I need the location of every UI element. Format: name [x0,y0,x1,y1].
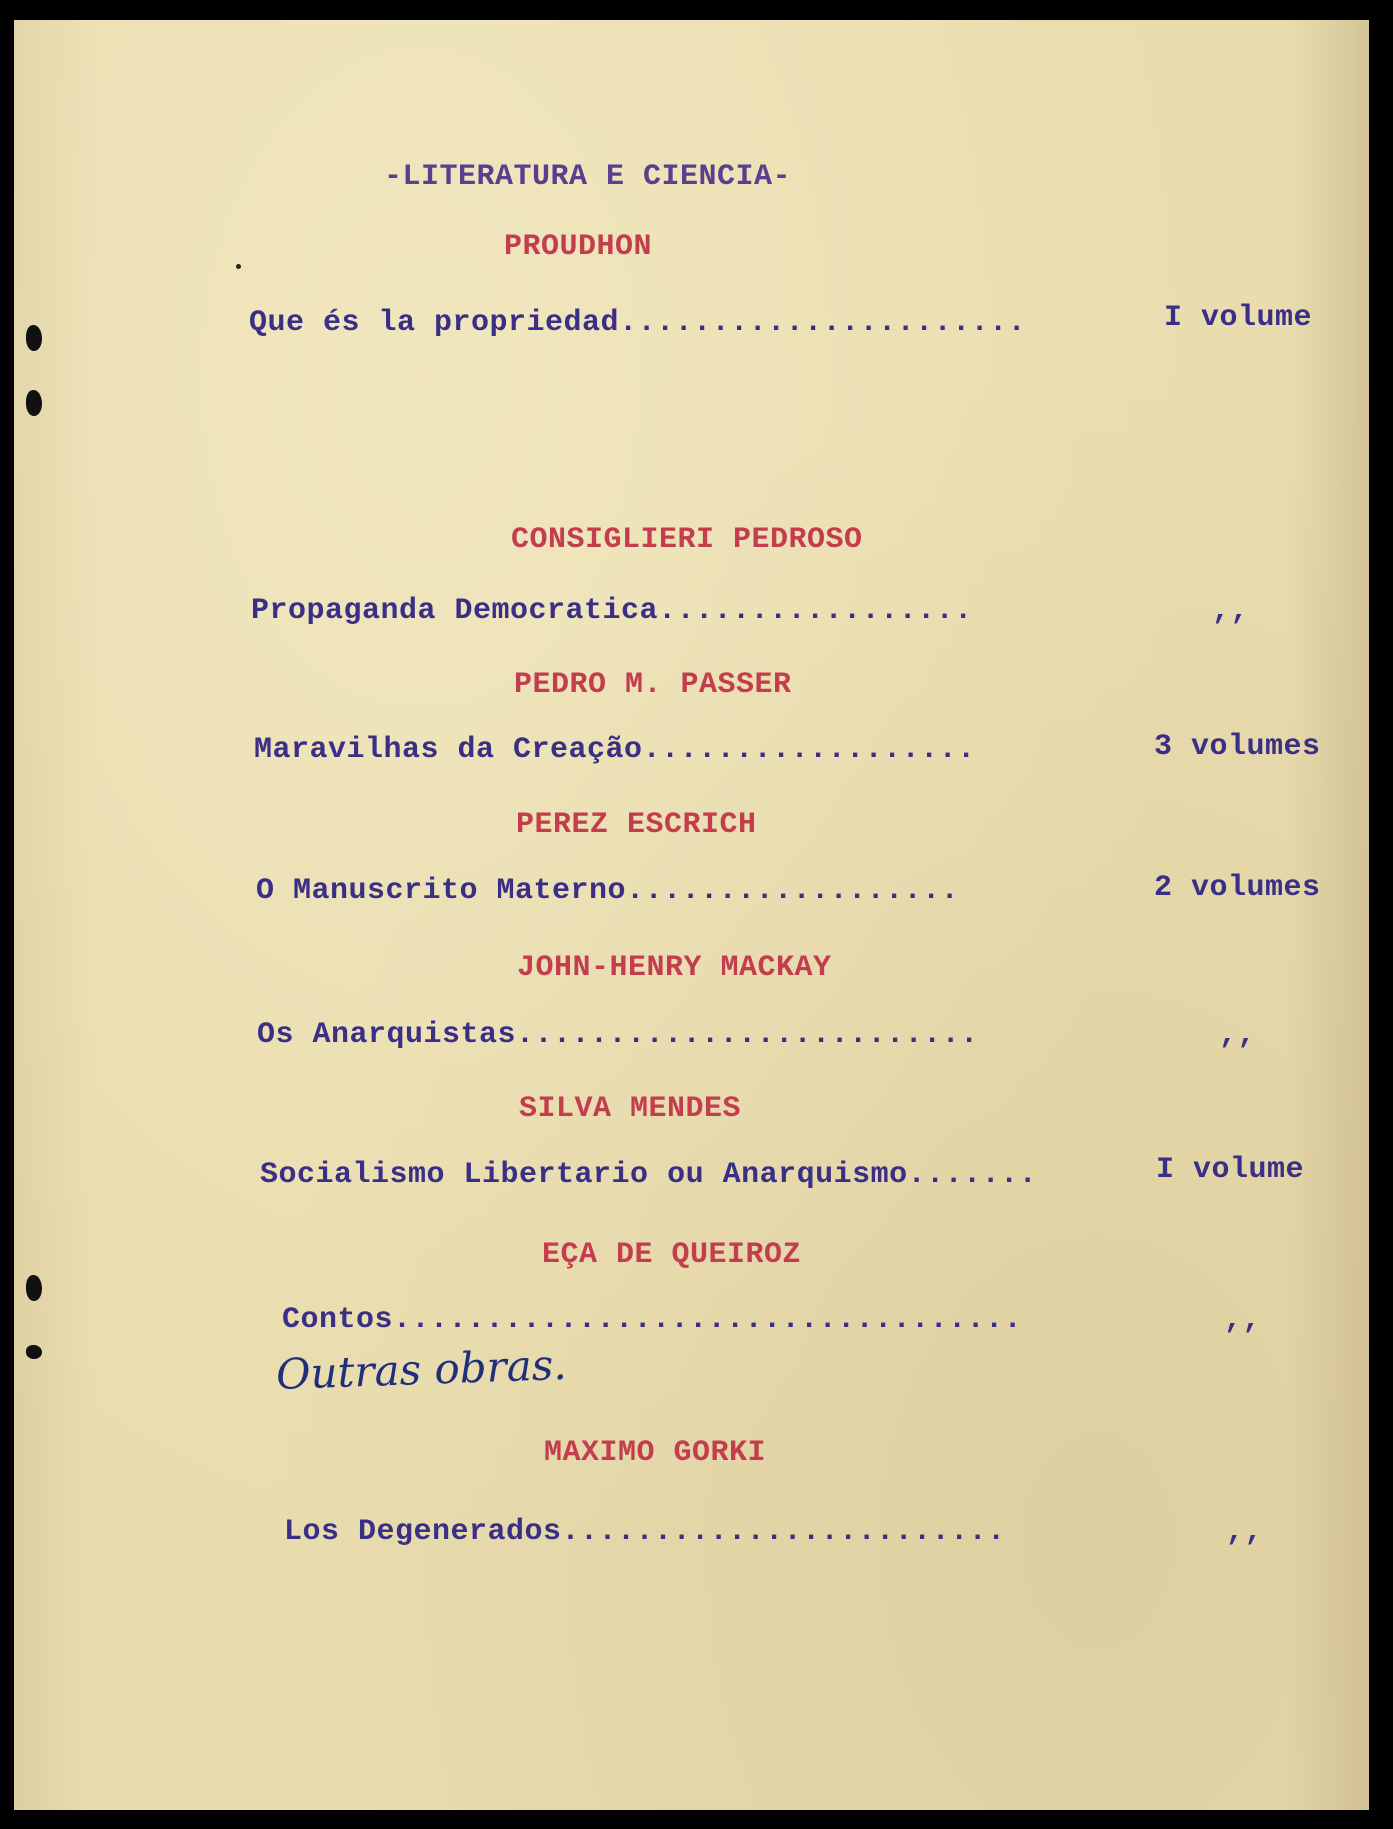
punch-hole [26,1275,42,1301]
ink-speck [236,264,241,269]
punch-hole [26,390,42,416]
work-title-line [257,1020,979,1050]
work-title-line [284,1517,1006,1547]
handwritten-note: Outras obras. [275,1339,568,1400]
volume-count: 3 volumes [1154,730,1321,764]
author-name: JOHN-HENRY MACKAY [517,951,832,985]
volume-count: I volume [1156,1153,1305,1187]
author-name: PEDRO M. PASSER [514,668,792,702]
work-title: O Manuscrito Materno [256,874,627,908]
volume-count: 2 volumes [1154,871,1321,905]
dot-leader: .................. [642,733,976,767]
dot-leader: .................................. [393,1303,1023,1337]
work-title: Socialismo Libertario ou Anarquismo [260,1158,908,1192]
work-title-line [254,735,976,765]
work-title-line [256,876,959,906]
work-title-line [249,308,1026,338]
dot-leader: .................. [626,874,960,908]
document-page [14,20,1369,1810]
work-title: Maravilhas da Creação [254,733,643,767]
dot-leader: ......................... [516,1018,979,1052]
work-title-line [251,596,973,626]
page-title: -LITERATURA E CIENCIA- [384,160,792,194]
author-name: MAXIMO GORKI [544,1436,767,1470]
dot-leader: ...................... [619,306,1027,340]
author-name: PEREZ ESCRICH [516,808,757,842]
author-name: SILVA MENDES [519,1092,742,1126]
punch-hole [26,1345,42,1359]
work-title-line [282,1305,1022,1335]
work-title: Contos [282,1303,394,1337]
author-name: CONSIGLIERI PEDROSO [511,523,863,557]
volume-count: I volume [1164,301,1313,335]
ditto-mark: ,, [1226,1515,1264,1549]
work-title: Que és la propriedad [249,306,620,340]
work-title: Propaganda Democratica [251,594,659,628]
dot-leader: ................. [658,594,973,628]
dot-leader: ........................ [561,1515,1006,1549]
author-name: PROUDHON [504,230,653,264]
work-title-line [260,1160,1037,1190]
author-name: EÇA DE QUEIROZ [542,1238,802,1272]
ditto-mark: ,, [1219,1018,1257,1052]
work-title: Los Degenerados [284,1515,562,1549]
dot-leader: ....... [907,1158,1038,1192]
work-title: Os Anarquistas [257,1018,517,1052]
ditto-mark: ,, [1224,1303,1262,1337]
punch-hole [26,325,42,351]
ditto-mark: ,, [1212,594,1250,628]
